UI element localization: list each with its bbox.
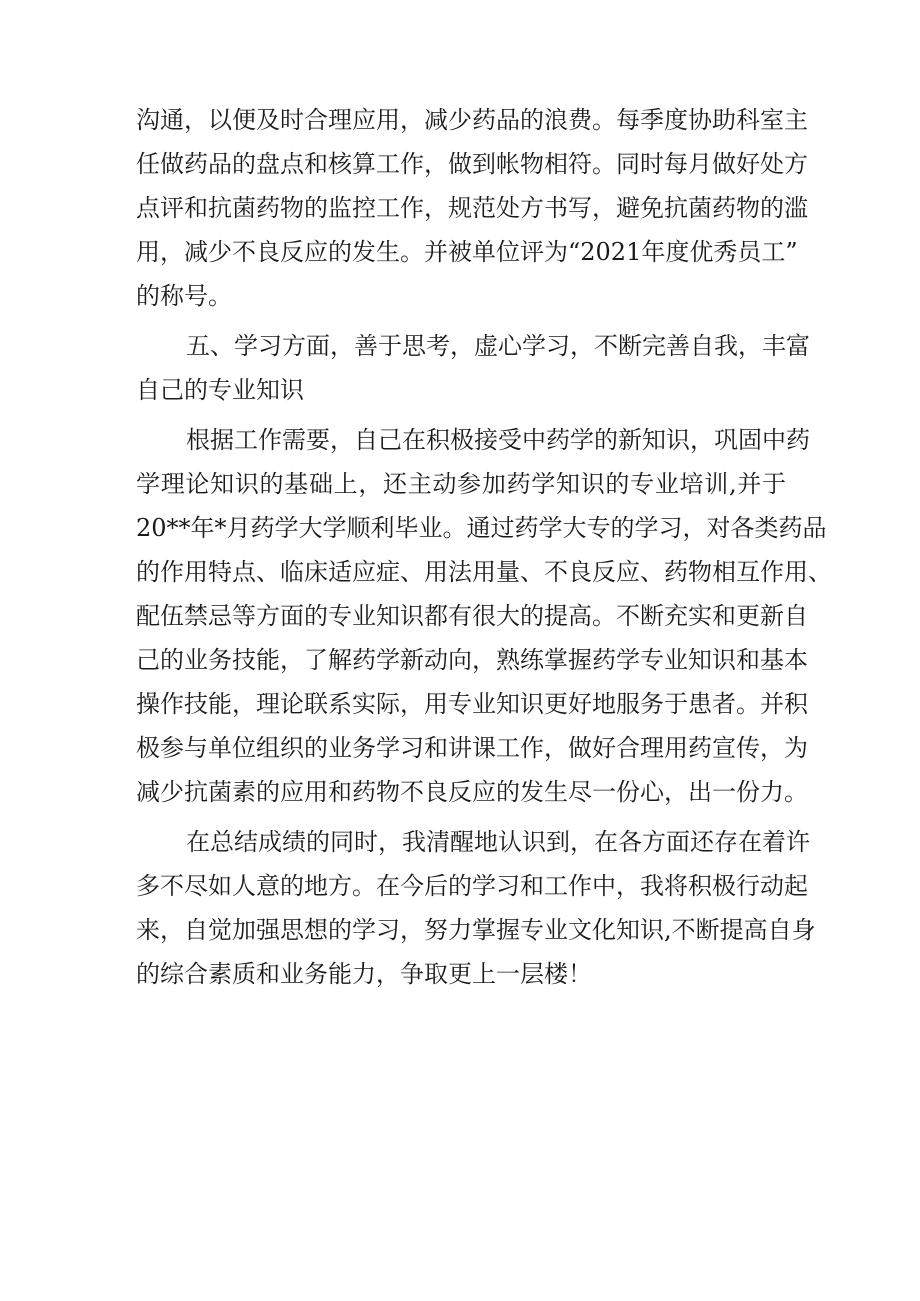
paragraph-study: [0, 418, 920, 814]
text-line: 己的业务技能，了解药学新动向，熟练掌握药学专业知识和基本: [136, 646, 808, 674]
text-line: 来，自觉加强思想的学习，努力掌握专业文化知识,不断提高自身: [136, 916, 816, 944]
text-line: 点评和抗菌药物的监控工作，规范处方书写，避免抗菌药物的滥: [136, 194, 808, 222]
text-line: 20**年*月药学大学顺利毕业。通过药学大专的学习，对各类药品: [136, 514, 827, 542]
paragraph-summary: [0, 820, 920, 996]
text-line: 根据工作需要，自己在积极接受中药学的新知识，巩固中药: [186, 426, 810, 454]
text-line: 配伍禁忌等方面的专业知识都有很大的提高。不断充实和更新自: [136, 602, 808, 630]
text-line: 的作用特点、临床适应症、用法用量、不良反应、药物相互作用、: [136, 558, 832, 586]
text-line: 操作技能，理论联系实际，用专业知识更好地服务于患者。并积: [136, 690, 808, 718]
text-line: 多不尽如人意的地方。在今后的学习和工作中，我将积极行动起: [136, 872, 808, 900]
text-line: 减少抗菌素的应用和药物不良反应的发生尽一份心，出一份力。: [136, 778, 808, 806]
text-line: 在总结成绩的同时，我清醒地认识到，在各方面还存在着许: [186, 828, 810, 856]
section-heading-five: [0, 324, 920, 412]
heading-line: 五、学习方面，善于思考，虚心学习，不断完善自我，丰富: [186, 332, 810, 360]
text-line: 的综合素质和业务能力，争取更上一层楼！: [136, 960, 592, 988]
text-line: 极参与单位组织的业务学习和讲课工作，做好合理用药宣传，为: [136, 734, 808, 762]
heading-line: 自己的专业知识: [136, 376, 304, 404]
text-line: 任做药品的盘点和核算工作，做到帐物相符。同时每月做好处方: [136, 150, 808, 178]
text-line: 学理论知识的基础上，还主动参加药学知识的专业培训,并于: [136, 470, 786, 498]
text-line: 沟通，以便及时合理应用，减少药品的浪费。每季度协助科室主: [136, 106, 808, 134]
text-line: 的称号。: [136, 282, 232, 310]
paragraph-continuation: [0, 98, 920, 318]
text-line: 用，减少不良反应的发生。并被单位评为“2021年度优秀员工”: [136, 238, 798, 266]
